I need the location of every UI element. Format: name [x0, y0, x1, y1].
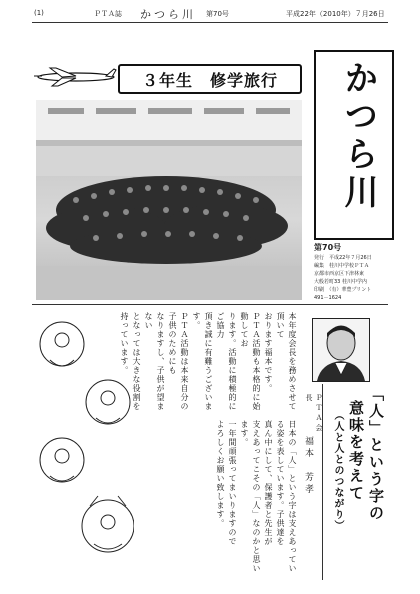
author-role: ＰＴＡ会長 [305, 394, 323, 434]
masthead-logo [314, 50, 394, 240]
masthead-editor: 編集 桂川中学校ＰＴＡ [314, 263, 370, 269]
airplane-icon [32, 66, 118, 88]
lead-story-title-text: ３年生 修学旅行 [141, 70, 278, 90]
article-title-line-1: 「人」という字の [367, 386, 385, 522]
masthead-info [314, 242, 394, 302]
lead-story-title [118, 64, 302, 94]
article-title-line-2: 意味を考えて [347, 400, 365, 502]
masthead-publish-date: 発行 平成22年７月26日 [314, 255, 372, 261]
article-subtitle: （人と人とのつながり） [332, 410, 343, 531]
masthead-phone: 491－1624 [314, 295, 342, 301]
author-name: 福本 芳孝 [303, 436, 313, 496]
section-rule [32, 304, 388, 305]
masthead-address-2: 大般若町33 桂川中学内 [314, 279, 367, 285]
masthead-printer: 印刷 （有）華豊プリント [314, 287, 372, 293]
group-photo [36, 100, 302, 300]
article-body-lower [140, 420, 298, 580]
page-number: (1) [34, 9, 44, 17]
header-rule [32, 22, 388, 23]
header-issue: 第70号 [206, 10, 229, 18]
header-title: かつら川 [140, 8, 196, 21]
article-paragraph-2: 日本の「人」という字は支えあってい る姿を表しています。子供達を 真ん中にして、保護者と先生が 支えあってこその「人」なのかと思います。 一年間頑張ってまいりますので よろしくお願い致します。 [216, 420, 297, 573]
masthead-issue: 第70号 [314, 243, 342, 252]
masthead-title: かつら川 [338, 60, 378, 212]
publication-type: ＰＴＡ誌 [94, 10, 122, 18]
article-paragraph-1: 本年度会長を務めさせて頂いて おります福本です。 ＰＴＡ活動も本格的に始動してお ります。活動に積極的にご協力 頂き誠に有難うございます。 ＰＴＡ活動は本来自分の子供のためにも なりますし、子供が望まない となっては大きな役割を持っています。 [120, 312, 297, 411]
article-body-upper [120, 312, 298, 412]
masthead-address-1: 京都市西京区下津林東 [314, 271, 365, 277]
author-portrait [312, 318, 370, 382]
title-divider [322, 384, 323, 580]
header-date: 平成22年（2010年）７月26日 [286, 10, 385, 18]
newsletter-header [0, 6, 420, 22]
